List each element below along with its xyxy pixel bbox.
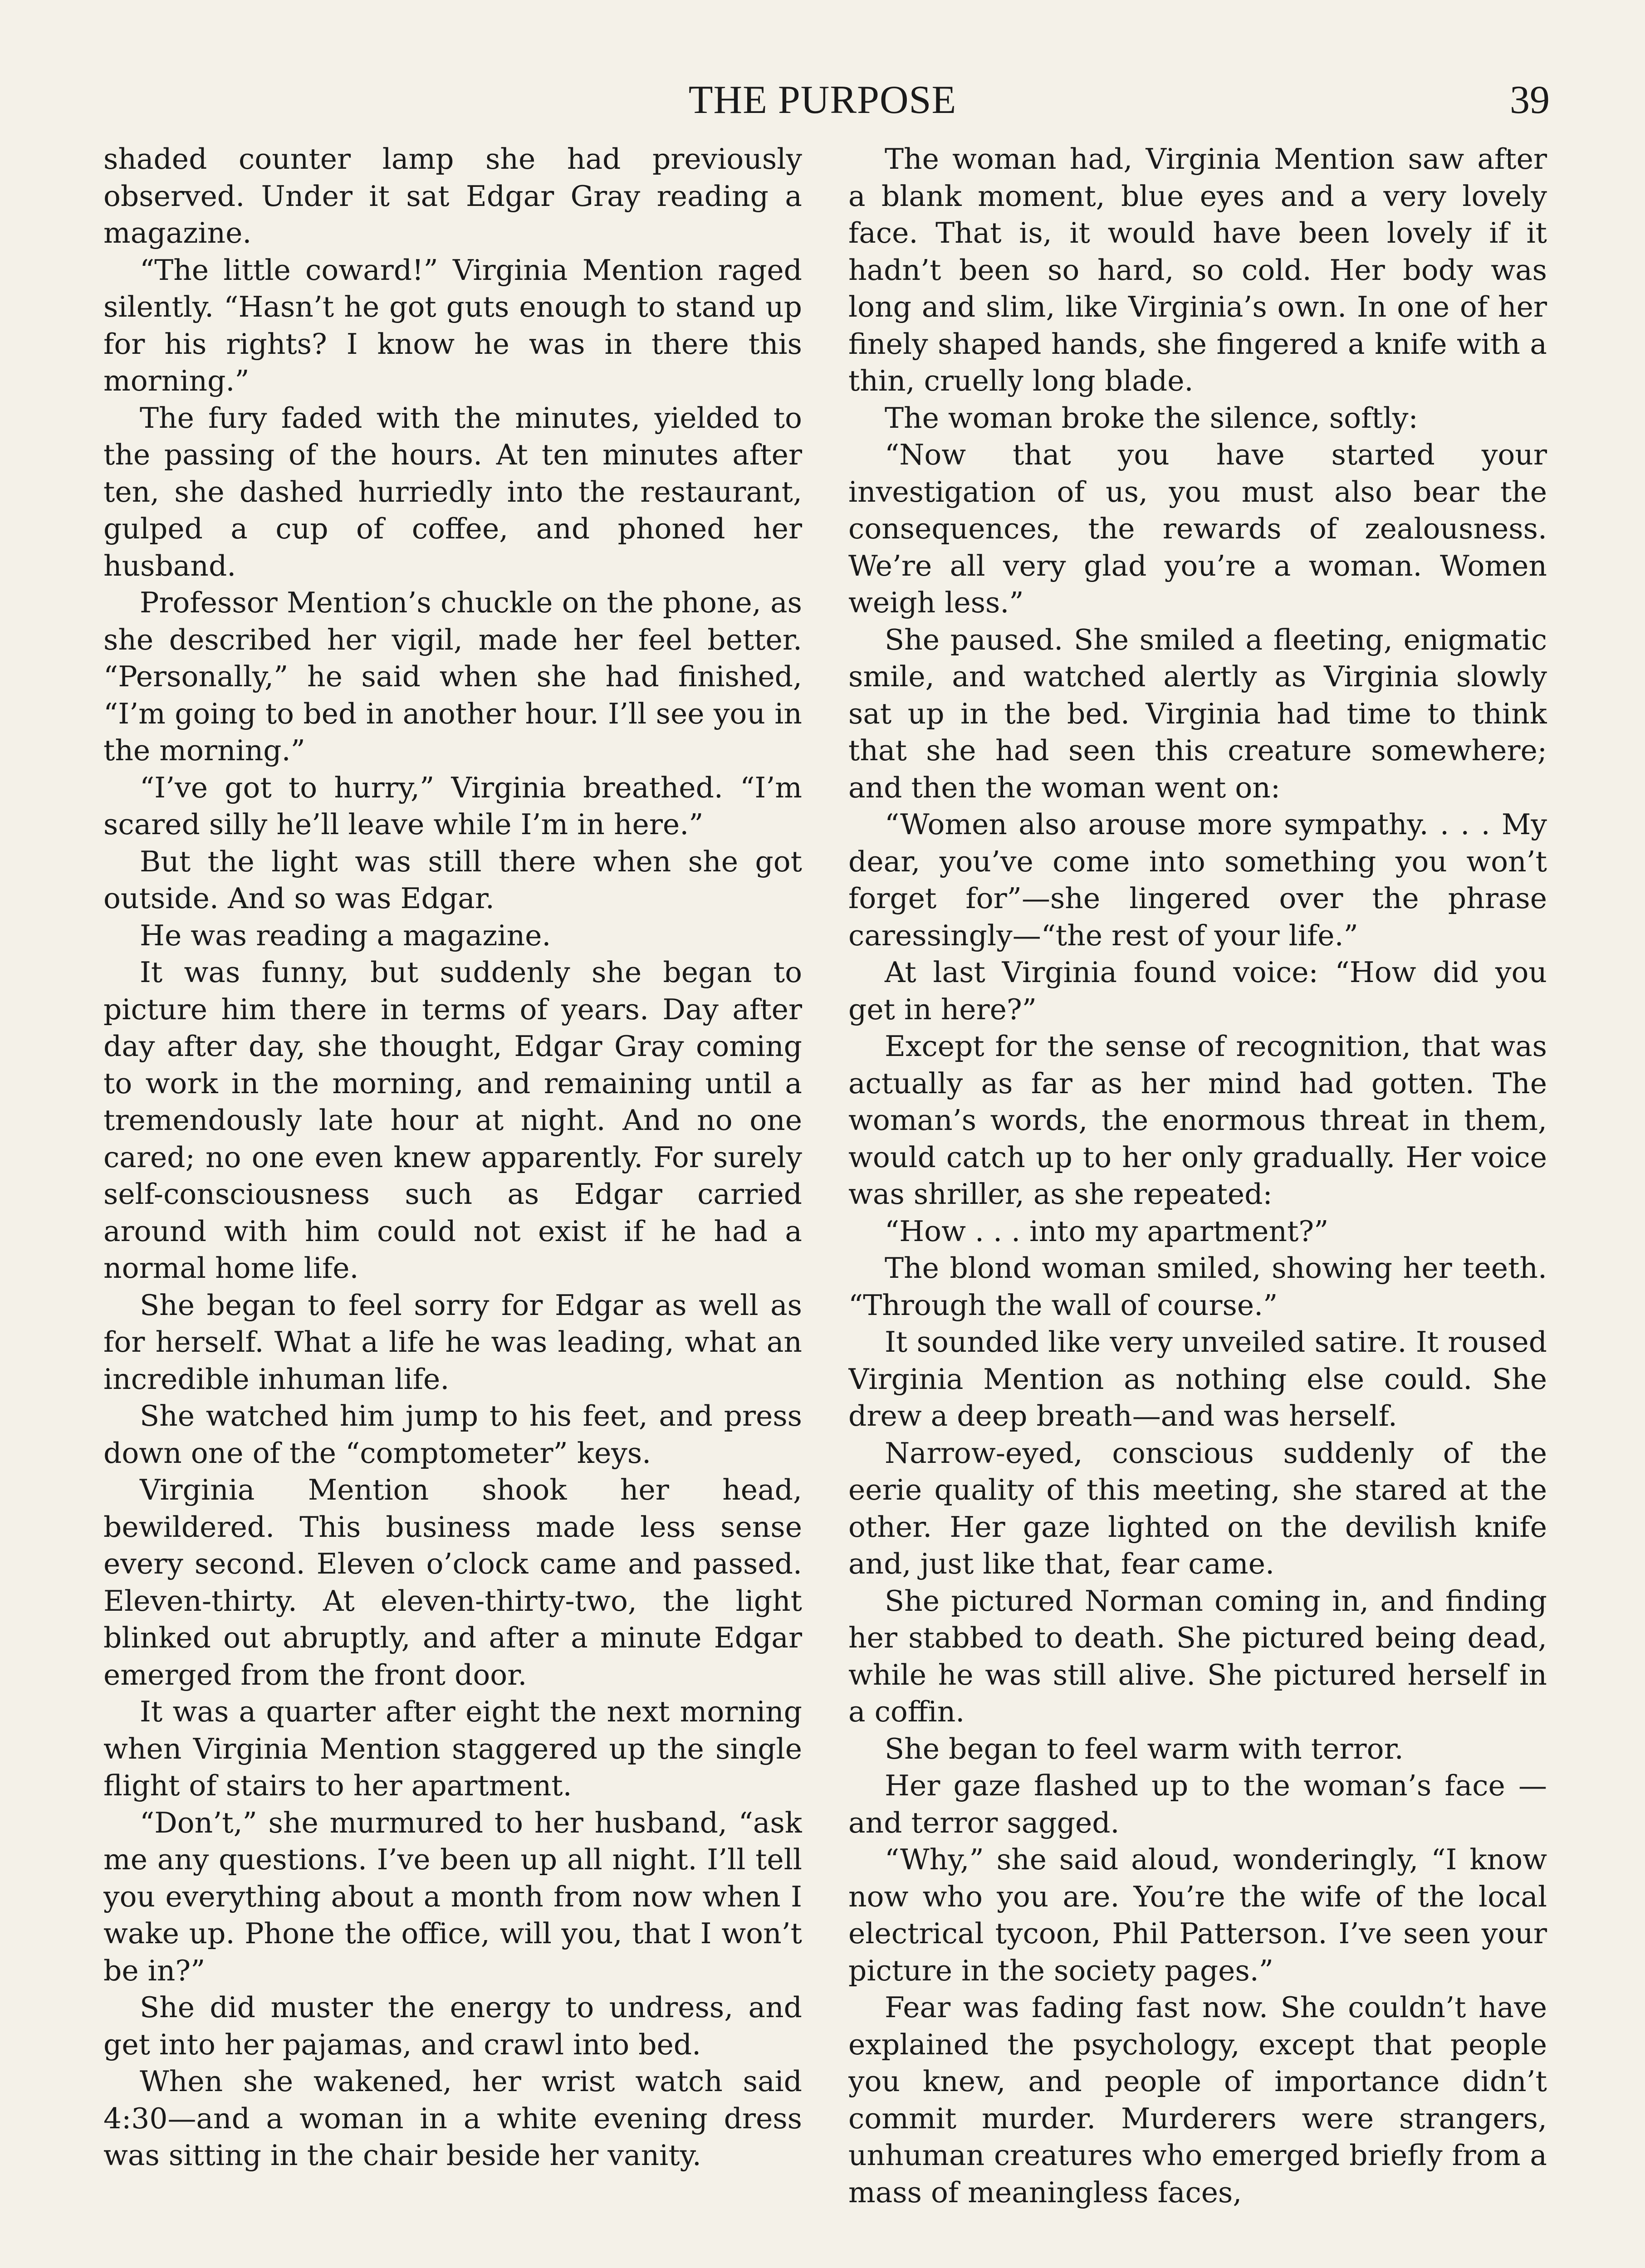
paragraph: “Women also arouse more sympathy. . . . My dear, you’ve come into something you won’t forget for”—she lingered over the phrase caressingly—“the rest of your life.”: [848, 808, 1547, 952]
paragraph: Narrow-eyed, conscious suddenly of the eerie quality of this meeting, she stared at the other. Her gaze lighted on the devilish knife and, just like that, fear came.: [848, 1436, 1547, 1580]
paragraph: When she wakened, her wrist watch said 4:30—and a woman in a white evening dress was sitting in the chair beside her vanity.: [103, 2065, 802, 2172]
paragraph: “Don’t,” she murmured to her husband, “ask me any questions. I’ve been up all night. I’ll tell you everything about a month from now when I wake up. Phone the office, will you, that I won’t be in?”: [103, 1806, 802, 1987]
paragraph: She began to feel warm with terror.: [885, 1732, 1404, 1765]
paragraph: She began to feel sorry for Edgar as well as for herself. What a life he was leading, what an incredible inhuman life.: [103, 1288, 802, 1396]
paragraph: The woman had, Virginia Mention saw after a blank moment, blue eyes and a very lovely face. That is, it would have been lovely if it hadn’t been so hard, so cold. Her body was long and slim, like Virginia’s own. In one of her finely shaped hands, she fingered a knife with a thin, cruelly long blade.: [848, 142, 1547, 397]
paragraph: shaded counter lamp she had previously observed. Under it sat Edgar Gray reading a magazine.: [103, 142, 802, 249]
paragraph: Professor Mention’s chuckle on the phone, as she described her vigil, made her feel better. “Personally,” he said when she had finished, “I’m going to bed in another hour. I’ll see you in the morning.”: [103, 586, 802, 767]
paragraph: It was funny, but suddenly she began to picture him there in terms of years. Day after day after day, she thought, Edgar Gray coming to work in the morning, and remaining until a tremendously late hour at night. And no one cared; no one even knew apparently. For surely self-consciousness such as Edgar carried around with him could not exist if he had a normal home life.: [103, 956, 802, 1285]
paragraph: Virginia Mention shook her head, bewildered. This business made less sense every second. Eleven o’clock came and passed. Eleven-thirty. At eleven-thirty-two, the light blinked out abruptly, and after a minute Edgar emerged from the front door.: [103, 1473, 802, 1691]
paragraph: The woman broke the silence, softly:: [885, 401, 1418, 435]
paragraph: She paused. She smiled a fleeting, enigmatic smile, and watched alertly as Virginia slowly sat up in the bed. Virginia had time to think that she had seen this creature somewhere; and then the woman went on:: [848, 623, 1547, 804]
paragraph: The blond woman smiled, showing her teeth. “Through the wall of course.”: [848, 1251, 1547, 1322]
paragraph: She did muster the energy to undress, and get into her pajamas, and crawl into bed.: [103, 1991, 802, 2061]
paragraph: It sounded like very unveiled satire. It roused Virginia Mention as nothing else could. She drew a deep breath—and was herself.: [848, 1325, 1547, 1432]
running-title: THE PURPOSE: [688, 78, 957, 122]
paragraph: He was reading a magazine.: [140, 919, 551, 952]
right-column: [848, 141, 1547, 2268]
paragraph: “Now that you have started your investigation of us, you must also bear the consequences, the rewards of zealousness. We’re all very glad you’re a woman. Women weigh less.”: [848, 438, 1547, 619]
paragraph: She watched him jump to his feet, and press down one of the “comptometer” keys.: [103, 1399, 802, 1470]
left-column: [103, 141, 802, 2268]
paragraph: “Why,” she said aloud, wonderingly, “I know now who you are. You’re the wife of the local electrical tycoon, Phil Patterson. I’ve seen your picture in the society pages.”: [848, 1843, 1547, 1987]
paragraph: Her gaze flashed up to the woman’s face —and terror sagged.: [848, 1769, 1547, 1839]
page-number: 39: [1510, 78, 1550, 122]
paragraph: She pictured Norman coming in, and finding her stabbed to death. She pictured being dead, while he was still alive. She pictured herself in a coffin.: [848, 1584, 1547, 1728]
paragraph: At last Virginia found voice: “How did you get in here?”: [848, 956, 1547, 1026]
paragraph: The fury faded with the minutes, yielded to the passing of the hours. At ten minutes after ten, she dashed hurriedly into the restaurant, gulped a cup of coffee, and phoned her husband.: [103, 401, 802, 582]
paragraph: But the light was still there when she got outside. And so was Edgar.: [103, 845, 802, 915]
paragraph: Fear was fading fast now. She couldn’t have explained the psychology, except that people you knew, and people of importance didn’t commit murder. Murderers were strangers, unhuman creatures who emerged briefly from a mass of meaningless faces,: [848, 1991, 1547, 2209]
paragraph: “The little coward!” Virginia Mention raged silently. “Hasn’t he got guts enough to stand up for his rights? I know he was in there this morning.”: [103, 253, 802, 397]
text-columns: [103, 141, 1547, 2268]
paragraph: “How . . . into my apartment?”: [885, 1214, 1329, 1248]
paragraph: It was a quarter after eight the next morning when Virginia Mention staggered up the single flight of stairs to her apartment.: [103, 1695, 802, 1802]
paragraph: Except for the sense of recognition, that was actually as far as her mind had gotten. The woman’s words, the enormous threat in them, would catch up to her only gradually. Her voice was shriller, as she repeated:: [848, 1030, 1547, 1211]
paragraph: “I’ve got to hurry,” Virginia breathed. “I’m scared silly he’ll leave while I’m in here.”: [103, 771, 802, 841]
page-header: [0, 77, 1645, 127]
